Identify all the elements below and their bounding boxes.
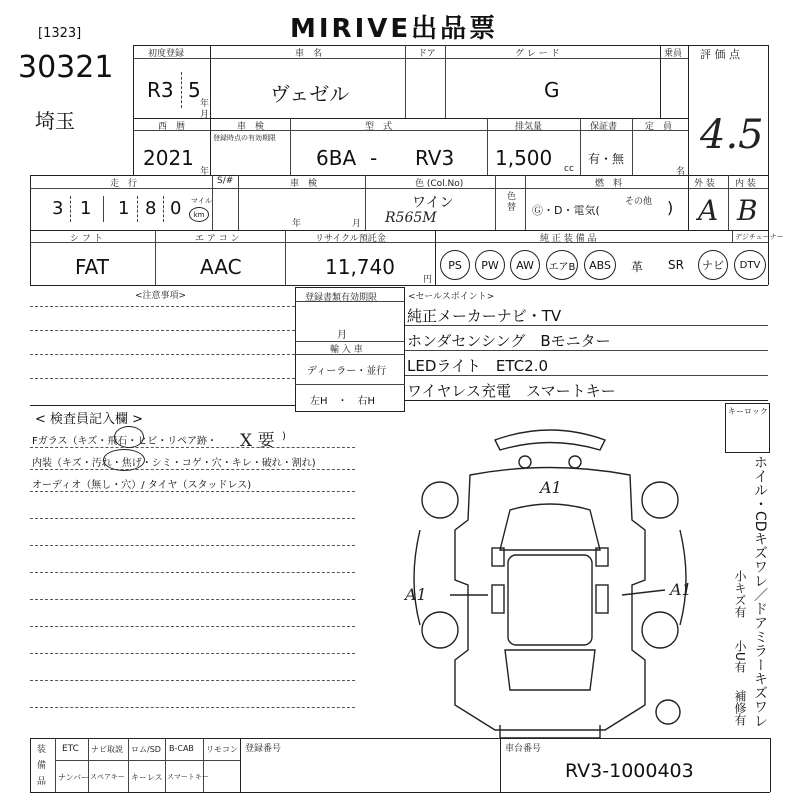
damage-mark-front: A1 xyxy=(540,478,562,497)
equip-abs: ABS xyxy=(584,250,616,280)
footer-smart-key: スマートキー xyxy=(167,773,209,781)
month-label: 月 xyxy=(200,110,210,120)
reg-expiry-label: 登録書類有効期限 xyxy=(305,293,378,303)
inspection-label: 車 検 xyxy=(237,122,265,132)
grade-label: グ レ ー ド xyxy=(515,49,560,59)
car-name: ヴェゼル xyxy=(270,82,350,106)
color-change-label: 色替 xyxy=(507,192,517,213)
footer-label-1: 装 xyxy=(37,745,47,755)
mileage-digit-3: 1 xyxy=(118,198,130,219)
grade: G xyxy=(544,78,560,102)
sales-point-4: ワイヤレス充電 スマートキー xyxy=(407,382,616,400)
mileage-digit-5: 0 xyxy=(170,198,182,219)
equip-leather: 革 xyxy=(631,260,644,274)
car-name-label: 車 名 xyxy=(295,49,323,59)
keylock-label: キーロック xyxy=(728,407,768,416)
km-circled: km xyxy=(189,207,209,222)
mile-label: マイル xyxy=(191,197,212,205)
mileage-digit-4: 8 xyxy=(145,198,157,219)
displacement: 1,500 xyxy=(495,146,553,170)
sales-point-2: ホンダセンシング Bモニター xyxy=(407,332,611,350)
exterior-grade: A xyxy=(698,194,719,227)
yen-label: 円 xyxy=(423,275,433,285)
inspector-title: < 検査員記入欄 > xyxy=(35,412,144,427)
first-reg-month: 5 xyxy=(188,78,201,102)
eval-score: 4.5 xyxy=(700,112,764,158)
color: ワイン xyxy=(412,195,454,211)
footer-rom-sd: ロム/SD xyxy=(131,745,161,754)
footer-bcab: B-CAB xyxy=(169,744,194,753)
fuel-close: ) xyxy=(667,198,674,217)
equip-airbag: エアB xyxy=(546,250,578,280)
side-note-main: ホイル・CDキズワレ／ドアミラーキズワレ xyxy=(752,455,768,728)
displacement-label: 排気量 xyxy=(515,122,543,132)
inspector-line-interior: 内装（キズ・汚れ・焦げ・シミ・コゲ・穴・キレ・破れ・割れ) xyxy=(32,458,316,469)
sheet-title: MIRIVE出品票 xyxy=(290,14,499,44)
footer-keyless: キーレス xyxy=(131,773,163,782)
sales-label: <セールスポイント> xyxy=(408,292,495,302)
model-prefix: 6BA xyxy=(316,146,357,170)
footer-remote: リモコン xyxy=(206,745,238,754)
warranty-label: 保証書 xyxy=(590,122,618,132)
mileage-digit-1: 3 xyxy=(52,198,64,219)
model-label: 型 式 xyxy=(365,122,393,132)
equip-dtv: DTV xyxy=(734,250,766,280)
chassis-label: 車台番号 xyxy=(505,744,542,754)
interior-label: 内 装 xyxy=(735,179,756,189)
western-year: 2021 xyxy=(143,146,194,170)
steering-side: 左H ・ 右H xyxy=(310,396,376,407)
damage-mark-left: A1 xyxy=(405,585,427,604)
reg-no-label: 登録番号 xyxy=(245,744,282,754)
inspector-line-glass: Fガラス（キズ・飛石・ヒビ・リペア跡・ xyxy=(32,436,218,447)
dealer-parallel: ディーラー・並行 xyxy=(307,366,387,377)
fuel-options: Ⓖ・D・電気( xyxy=(532,204,600,217)
lot-bracket: [1323] xyxy=(38,26,82,41)
footer-label-2: 備 xyxy=(37,761,47,771)
first-reg-label: 初度登録 xyxy=(148,49,185,59)
sales-point-3: LEDライト ETC2.0 xyxy=(407,357,549,375)
recycle-label: リサイクル預託金 xyxy=(315,234,386,244)
footer-navi-manual: ナビ取説 xyxy=(91,745,123,754)
lot-number: 30321 xyxy=(18,50,114,85)
capacity-unit: 名 xyxy=(676,167,686,177)
row3-month-label: 月 xyxy=(352,219,362,229)
glass-replace-mark: X 要 xyxy=(240,431,275,451)
equip-pw: PW xyxy=(475,250,505,280)
footer-etc: ETC xyxy=(62,744,79,754)
sales-point-1: 純正メーカーナビ・TV xyxy=(407,307,562,325)
fuel-label: 燃 料 xyxy=(595,179,623,189)
seats-label: 乗員 xyxy=(664,49,683,59)
ac-label: エ ア コ ン xyxy=(195,234,240,244)
color-code: R565M xyxy=(385,210,437,226)
side-note-small-dent: 小U有 xyxy=(733,640,747,673)
equip-navi: ナビ xyxy=(698,250,728,280)
interior-stain-circle xyxy=(103,449,145,471)
first-reg-era: R3 xyxy=(147,78,174,102)
cc-unit: cc xyxy=(564,164,574,174)
glass-chip-circle xyxy=(114,426,144,448)
color-label: 色 (Col.No) xyxy=(415,179,464,189)
caution-label: <注意事項> xyxy=(135,291,187,301)
door-label: ドア xyxy=(418,49,436,59)
model-code: RV3 xyxy=(415,146,455,170)
inspector-line-audio: オーディオ（無し・穴）/ タイヤ（スタッドレス) xyxy=(32,480,252,491)
class-label: 車 検 xyxy=(290,179,318,189)
equip-sunroof: SR xyxy=(668,258,684,272)
damage-mark-right: A1 xyxy=(670,580,692,599)
import-label: 輸 入 車 xyxy=(330,345,363,355)
car-diagram xyxy=(400,420,700,740)
model-dash: - xyxy=(370,146,378,170)
glass-close: ) xyxy=(282,431,286,442)
equip-ps: PS xyxy=(440,250,470,280)
ac: AAC xyxy=(200,255,242,279)
region: 埼玉 xyxy=(35,109,75,133)
tuner-label: デジチューナー xyxy=(735,233,784,241)
equip-aw: AW xyxy=(510,250,540,280)
footer-plate: ナンバー xyxy=(58,773,90,782)
mileage-digit-2: 1 xyxy=(80,198,92,219)
year-label: 年 xyxy=(200,99,210,109)
year-suffix: 年 xyxy=(200,167,210,177)
row3-year-label: 年 xyxy=(292,219,302,229)
recycle: 11,740 xyxy=(325,255,395,279)
reg-month: 月 xyxy=(337,330,347,341)
chassis-number: RV3-1000403 xyxy=(565,760,694,782)
equipment-label: 純 正 装 備 品 xyxy=(540,234,597,244)
side-note-repaired: 補修有 xyxy=(733,690,747,726)
western-year-label: 西 暦 xyxy=(158,122,186,132)
shift: FAT xyxy=(75,255,110,279)
footer-label-3: 品 xyxy=(37,777,47,787)
inspection-sub: 登録時点の有効期限 xyxy=(213,134,276,142)
footer-spare-key: スペアキー xyxy=(90,773,125,781)
interior-grade: B xyxy=(737,194,758,227)
mileage-label: 走 行 xyxy=(110,179,138,189)
sno-label: S/# xyxy=(217,176,234,186)
capacity-label: 定 員 xyxy=(645,122,673,132)
fuel-other: その他 xyxy=(625,197,653,207)
side-note-small-scratch: 小キズ有 xyxy=(733,570,747,618)
shift-label: シ フ ト xyxy=(70,234,103,244)
eval-label: 評 価 点 xyxy=(700,48,740,61)
exterior-label: 外 装 xyxy=(694,179,715,189)
warranty: 有・無 xyxy=(588,152,625,166)
